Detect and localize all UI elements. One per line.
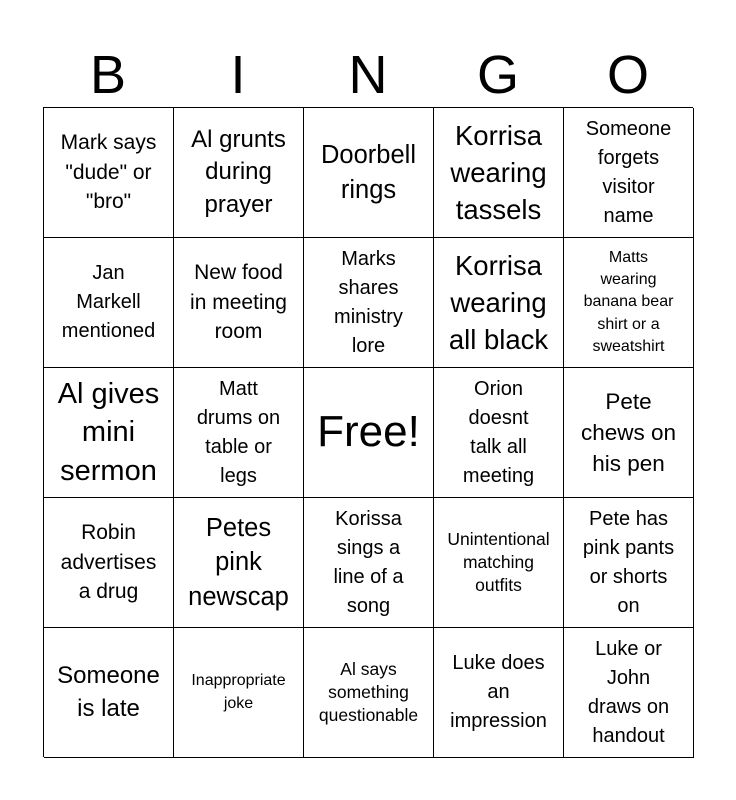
cell-text: Al grunts during prayer [191, 125, 286, 218]
bingo-cell[interactable] [44, 238, 174, 368]
cell-text: Jan Markell mentioned [61, 262, 156, 342]
cell-text: Pete chews on his pen [580, 388, 677, 477]
bingo-cell[interactable] [434, 628, 564, 758]
cell-text: Robin advertises a drug [60, 521, 157, 604]
bingo-cell[interactable] [174, 238, 304, 368]
cell-text: Mark says "dude" or "bro" [60, 131, 157, 214]
bingo-cell[interactable] [304, 628, 434, 758]
bingo-cell[interactable] [434, 498, 564, 628]
bingo-cell[interactable] [44, 628, 174, 758]
cell-text: Someone forgets visitor name [585, 117, 672, 227]
bingo-cell[interactable] [174, 108, 304, 238]
header-letter-g: G [476, 45, 519, 105]
bingo-cell[interactable] [564, 238, 694, 368]
cell-text: Matt drums on table or legs [196, 377, 281, 487]
cell-text: Al says something questionable [318, 659, 419, 725]
cell-text: Unintentional matching outfits [447, 529, 550, 595]
cell-text: Orion doesnt talk all meeting [462, 377, 535, 487]
bingo-cell[interactable] [564, 368, 694, 498]
bingo-cell[interactable] [44, 368, 174, 498]
cell-text: Korrisa wearing tassels [450, 119, 547, 226]
bingo-cell[interactable] [434, 368, 564, 498]
bingo-cell[interactable] [564, 108, 694, 238]
cell-text: Someone is late [57, 662, 160, 722]
bingo-cell[interactable] [564, 628, 694, 758]
cell-text: Luke does an impression [450, 652, 547, 732]
free-space-text: Free! [317, 407, 420, 457]
header-letter-o: O [606, 45, 649, 105]
bingo-cell[interactable] [564, 498, 694, 628]
cell-text: Al gives mini sermon [57, 378, 160, 487]
cell-text: Luke or John draws on handout [587, 637, 670, 747]
cell-text: New food in meeting room [190, 261, 287, 344]
free-space-cell[interactable] [304, 368, 434, 498]
bingo-cell[interactable] [304, 108, 434, 238]
bingo-cell[interactable] [434, 238, 564, 368]
cell-text: Petes pink newscap [188, 513, 289, 611]
cell-text: Korrisa wearing all black [448, 249, 549, 356]
bingo-cell[interactable] [174, 498, 304, 628]
cell-text: Marks shares ministry lore [334, 247, 403, 357]
header-letter-b: B [89, 45, 127, 105]
cell-text: Pete has pink pants or shorts on [582, 507, 675, 617]
cell-text: Inappropriate joke [191, 672, 286, 712]
cell-text: Korissa sings a line of a song [333, 507, 404, 617]
bingo-cell[interactable] [44, 108, 174, 238]
bingo-cell[interactable] [44, 498, 174, 628]
bingo-cell[interactable] [304, 498, 434, 628]
bingo-cell[interactable] [174, 628, 304, 758]
bingo-cell[interactable] [304, 238, 434, 368]
bingo-header [43, 42, 693, 108]
bingo-card-grid [43, 107, 693, 757]
cell-text: Doorbell rings [321, 141, 416, 204]
bingo-cell[interactable] [434, 108, 564, 238]
cell-text: Matts wearing banana bear shirt or a sweatshirt [583, 248, 674, 356]
bingo-cell[interactable] [174, 368, 304, 498]
header-letter-n: N [348, 45, 388, 105]
header-letter-i: I [230, 45, 246, 105]
